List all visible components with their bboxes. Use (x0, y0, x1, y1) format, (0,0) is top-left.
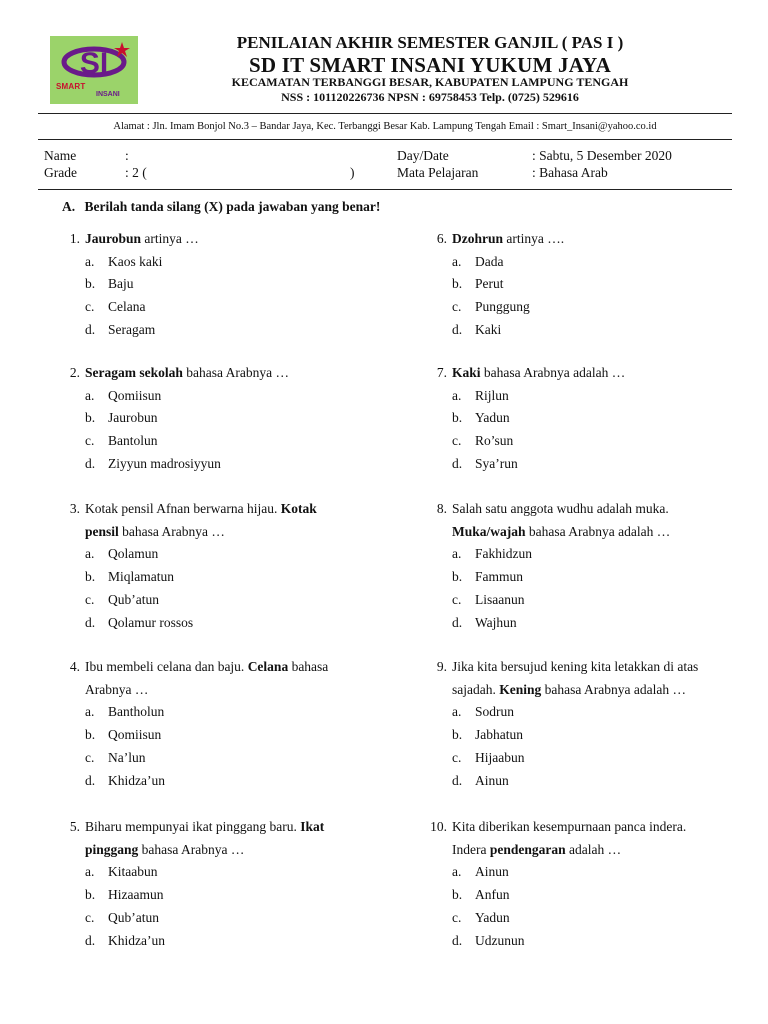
answer-option[interactable] (452, 589, 670, 612)
answer-option[interactable] (452, 701, 698, 724)
exam-title: PENILAIAN AKHIR SEMESTER GANJIL ( PAS I ) (236, 33, 624, 52)
option-text: Ainun (475, 864, 509, 880)
stem-keyword: Kaki (452, 365, 481, 380)
option-letter: c. (85, 433, 95, 449)
option-letter: b. (85, 410, 96, 426)
answer-option[interactable] (452, 861, 686, 884)
option-text: Bantholun (108, 704, 165, 720)
option-letter: d. (452, 321, 463, 337)
question-stem (452, 521, 670, 544)
option-letter: c. (85, 909, 95, 925)
answer-option[interactable] (85, 430, 289, 453)
option-letter: c. (452, 433, 462, 449)
stem-text: Biharu mempunyai ikat pinggang baru. (85, 819, 301, 834)
answer-option[interactable] (452, 724, 698, 747)
option-text: Qomiisun (108, 727, 162, 743)
option-text: Ainun (475, 772, 509, 788)
option-text: Rijlun (475, 387, 509, 403)
stem-text: sajadah. (452, 681, 500, 697)
answer-option[interactable] (85, 861, 324, 884)
option-letter: a. (452, 864, 462, 880)
option-letter: a. (452, 387, 462, 403)
option-letter: c. (85, 749, 95, 765)
option-text: Wajhun (475, 614, 517, 630)
grade-label: Grade (44, 165, 77, 180)
option-text: Kaki (475, 321, 502, 337)
day-date-value: : Sabtu, 5 Desember 2020 (532, 148, 672, 163)
question-5 (58, 816, 324, 952)
answer-option[interactable] (85, 273, 199, 296)
option-letter: c. (452, 299, 462, 315)
option-letter: d. (85, 932, 96, 948)
header-divider-top (38, 113, 732, 114)
question-number: 9. (436, 659, 447, 674)
answer-option[interactable] (452, 566, 670, 589)
school-district: KECAMATAN TERBANGGI BESAR, KABUPATEN LAMPUNG TENGAH (231, 75, 629, 89)
question-stem (85, 839, 324, 862)
answer-option[interactable] (452, 273, 564, 296)
answer-option[interactable] (85, 407, 289, 430)
stem-text: Kita diberikan kesempurnaan panca indera. (452, 819, 687, 834)
answer-option[interactable] (85, 453, 289, 476)
school-logo (50, 36, 138, 104)
option-text: Qub’atun (108, 909, 159, 925)
question-stem (85, 816, 324, 839)
question-stem (452, 816, 686, 839)
stem-keyword: Seragam sekolah (85, 365, 183, 380)
answer-option[interactable] (452, 296, 564, 319)
option-text: Sodrun (475, 704, 515, 720)
stem-keyword: pinggang (85, 841, 139, 857)
answer-option[interactable] (452, 770, 698, 793)
option-text: Kitaabun (108, 864, 158, 880)
grade-field: : 2 ( (125, 165, 147, 180)
option-text: Qomiisun (108, 387, 162, 403)
option-letter: a. (85, 546, 95, 562)
option-letter: c. (452, 909, 462, 925)
school-ids: NSS : 101120226736 NPSN : 69758453 Telp. (0725) 529616 (281, 90, 579, 104)
option-text: Perut (475, 276, 504, 292)
option-text: Khidza’un (108, 772, 165, 788)
answer-option[interactable] (85, 589, 317, 612)
answer-option[interactable] (85, 543, 317, 566)
logo-emblem-icon (50, 36, 138, 104)
name-field: : (125, 148, 129, 163)
stem-text: Salah satu anggota wudhu adalah muka. (452, 501, 669, 516)
answer-option[interactable] (85, 385, 289, 408)
option-text: Yadun (475, 909, 510, 925)
logo-text-smart: SMART (56, 82, 86, 91)
option-letter: a. (452, 253, 462, 269)
question-number: 2. (69, 365, 80, 380)
option-letter: a. (452, 546, 462, 562)
question-9 (425, 656, 698, 792)
grade-field-close: ) (350, 165, 355, 180)
option-text: Celana (108, 299, 146, 315)
stem-keyword: pendengaran (489, 841, 566, 857)
option-text: Hijaabun (475, 749, 525, 765)
question-3 (58, 498, 317, 634)
answer-option[interactable] (452, 907, 686, 930)
logo-text-insani: INSANI (96, 91, 120, 98)
stem-keyword: Dzohrun (452, 231, 504, 246)
question-stem (452, 679, 698, 702)
question-stem (85, 521, 317, 544)
option-text: Punggung (475, 299, 530, 315)
answer-option[interactable] (85, 930, 324, 953)
option-text: Lisaanun (475, 591, 525, 607)
option-letter: d. (85, 614, 96, 630)
section-label: A. (62, 199, 76, 214)
stem-text: Arabnya … (85, 681, 149, 697)
question-stem (452, 839, 686, 862)
option-text: Jabhatun (475, 727, 523, 743)
option-letter: b. (452, 727, 463, 743)
stem-keyword: Kotak (280, 501, 317, 516)
answer-option[interactable] (452, 453, 625, 476)
option-letter: c. (85, 591, 95, 607)
answer-option[interactable] (85, 296, 199, 319)
option-letter: b. (85, 276, 96, 292)
stem-keyword: Celana (247, 659, 289, 674)
option-text: Miqlamatun (108, 569, 174, 585)
question-stem (85, 679, 328, 702)
question-stem (85, 498, 317, 521)
stem-text: artinya …. (503, 231, 565, 246)
school-name: SD IT SMART INSANI YUKUM JAYA (249, 53, 611, 77)
instruction-text: Berilah tanda silang (X) pada jawaban yang benar! (84, 199, 381, 214)
option-text: Qub’atun (108, 591, 159, 607)
option-text: Yadun (475, 410, 510, 426)
option-text: Baju (108, 276, 134, 292)
option-letter: a. (85, 864, 95, 880)
stem-text: bahasa Arabnya … (118, 523, 225, 539)
answer-option[interactable] (85, 612, 317, 635)
question-stem (452, 228, 564, 251)
stem-text: bahasa Arabnya adalah … (541, 681, 686, 697)
answer-option[interactable] (452, 543, 670, 566)
question-number: 10. (430, 819, 447, 834)
option-text: Khidza’un (108, 932, 165, 948)
option-letter: b. (85, 727, 96, 743)
option-letter: b. (452, 569, 463, 585)
question-stem (85, 362, 289, 385)
section-instruction (62, 199, 380, 215)
stem-keyword: Kening (499, 681, 542, 697)
option-letter: d. (452, 614, 463, 630)
question-stem (85, 656, 328, 679)
question-number: 7. (436, 365, 447, 380)
stem-keyword: Ikat (300, 819, 325, 834)
stem-keyword: Jaurobun (85, 231, 142, 246)
answer-option[interactable] (85, 724, 328, 747)
stem-text: Kotak pensil Afnan berwarna hijau. (85, 501, 281, 516)
question-2 (58, 362, 289, 476)
option-letter: a. (452, 704, 462, 720)
option-text: Udzunun (475, 932, 525, 948)
question-1 (58, 228, 199, 342)
stem-text: artinya … (141, 231, 199, 246)
stem-text: bahasa Arabnya adalah … (480, 365, 626, 380)
stem-text: Indera (452, 841, 490, 857)
option-letter: a. (85, 387, 95, 403)
option-letter: d. (452, 455, 463, 471)
option-text: Fakhidzun (475, 546, 532, 562)
question-number: 5. (69, 819, 80, 834)
subject-label: Mata Pelajaran (397, 165, 479, 180)
option-text: Anfun (475, 887, 510, 903)
option-letter: d. (452, 772, 463, 788)
option-text: Jaurobun (108, 410, 158, 426)
stem-text: adalah … (565, 841, 622, 857)
option-letter: d. (85, 321, 96, 337)
option-letter: a. (85, 253, 95, 269)
subject-value: : Bahasa Arab (532, 165, 608, 180)
option-text: Qolamun (108, 546, 159, 562)
question-stem (452, 362, 625, 385)
question-number: 3. (69, 501, 80, 516)
option-text: Ziyyun madrosiyyun (108, 455, 221, 471)
option-letter: b. (452, 276, 463, 292)
stem-text: bahasa (288, 659, 329, 674)
stem-keyword: pensil (85, 523, 119, 539)
option-text: Ro’sun (475, 433, 514, 449)
question-10 (425, 816, 686, 952)
option-text: Qolamur rossos (108, 614, 194, 630)
stem-text: bahasa Arabnya … (182, 365, 289, 380)
answer-option[interactable] (85, 747, 328, 770)
answer-option[interactable] (85, 907, 324, 930)
option-text: Kaos kaki (108, 253, 163, 269)
option-letter: c. (452, 591, 462, 607)
info-divider (38, 189, 732, 190)
option-letter: d. (85, 772, 96, 788)
option-text: Seragam (108, 321, 156, 337)
option-letter: b. (85, 887, 96, 903)
option-letter: d. (85, 455, 96, 471)
question-stem (452, 498, 670, 521)
answer-option[interactable] (452, 930, 686, 953)
school-address: Alamat : Jln. Imam Bonjol No.3 – Bandar Jaya, Kec. Terbanggi Besar Kab. Lampung Tengah Email : Smart_Insani@yahoo.co.id (113, 121, 657, 132)
option-letter: c. (452, 749, 462, 765)
answer-option[interactable] (85, 884, 324, 907)
answer-option[interactable] (452, 430, 625, 453)
option-letter: a. (85, 704, 95, 720)
question-6 (425, 228, 564, 342)
question-stem (85, 228, 199, 251)
answer-option[interactable] (85, 319, 199, 342)
option-letter: c. (85, 299, 95, 315)
stem-text: Ibu membeli celana dan baju. (85, 659, 248, 674)
header-divider-bottom (38, 139, 732, 140)
question-4 (58, 656, 328, 792)
answer-option[interactable] (85, 251, 199, 274)
answer-option[interactable] (85, 566, 317, 589)
answer-option[interactable] (452, 319, 564, 342)
option-text: Dada (475, 253, 504, 269)
option-letter: d. (452, 932, 463, 948)
option-text: Sya’run (475, 455, 518, 471)
option-text: Bantolun (108, 433, 158, 449)
answer-option[interactable] (452, 407, 625, 430)
answer-option[interactable] (452, 884, 686, 907)
option-text: Hizaamun (108, 887, 164, 903)
option-text: Fammun (475, 569, 524, 585)
answer-option[interactable] (85, 701, 328, 724)
stem-keyword: Muka/wajah (452, 523, 526, 539)
stem-text: bahasa Arabnya … (138, 841, 245, 857)
option-letter: b. (452, 887, 463, 903)
question-7 (425, 362, 625, 476)
question-number: 1. (69, 231, 80, 246)
answer-option[interactable] (452, 612, 670, 635)
name-label: Name (44, 148, 77, 163)
option-text: Na’lun (108, 749, 146, 765)
option-letter: b. (85, 569, 96, 585)
question-8 (425, 498, 670, 634)
question-number: 6. (436, 231, 447, 246)
stem-text: bahasa Arabnya adalah … (525, 523, 671, 539)
question-stem (452, 656, 698, 679)
answer-option[interactable] (452, 747, 698, 770)
stem-text: Jika kita bersujud kening kita letakkan di atas (452, 659, 699, 674)
answer-option[interactable] (452, 251, 564, 274)
logo-mark: SI (79, 47, 109, 80)
option-letter: b. (452, 410, 463, 426)
question-number: 8. (436, 501, 447, 516)
question-number: 4. (69, 659, 80, 674)
answer-option[interactable] (85, 770, 328, 793)
answer-option[interactable] (452, 385, 625, 408)
day-date-label: Day/Date (397, 148, 449, 163)
